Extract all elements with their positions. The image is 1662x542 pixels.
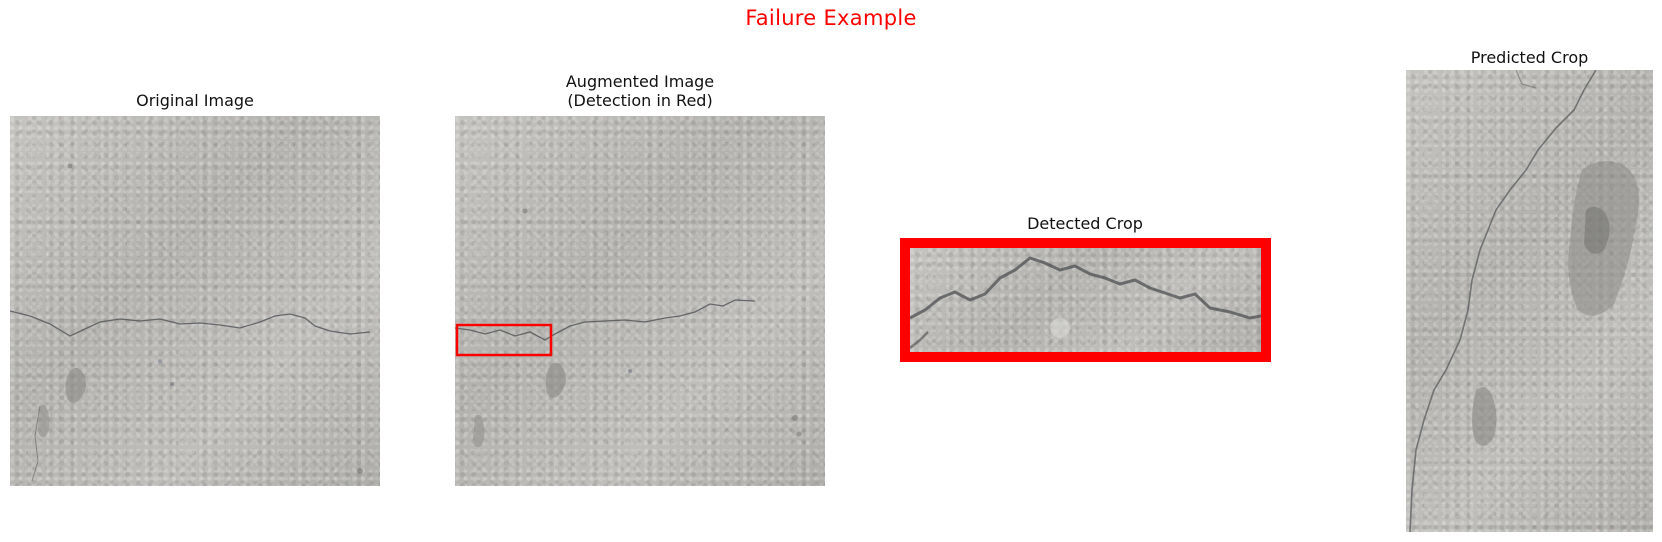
crack-overlay-augmented [455,116,825,486]
crack-overlay-crop [910,248,1261,352]
predicted-crop-image [1406,70,1653,532]
original-image [10,116,380,486]
crack-overlay-predicted [1406,70,1653,532]
crack-overlay [10,116,380,486]
detection-box [457,325,551,355]
augmented-image [455,116,825,486]
detected-crop-title: Detected Crop [1027,214,1143,233]
detected-crop-image [910,248,1261,352]
figure-title: Failure Example [745,6,917,30]
detected-crop-frame [900,238,1271,362]
augmented-image-title: Augmented Image (Detection in Red) [565,72,715,110]
original-image-title: Original Image [136,91,254,110]
predicted-crop-title: Predicted Crop [1470,48,1589,67]
